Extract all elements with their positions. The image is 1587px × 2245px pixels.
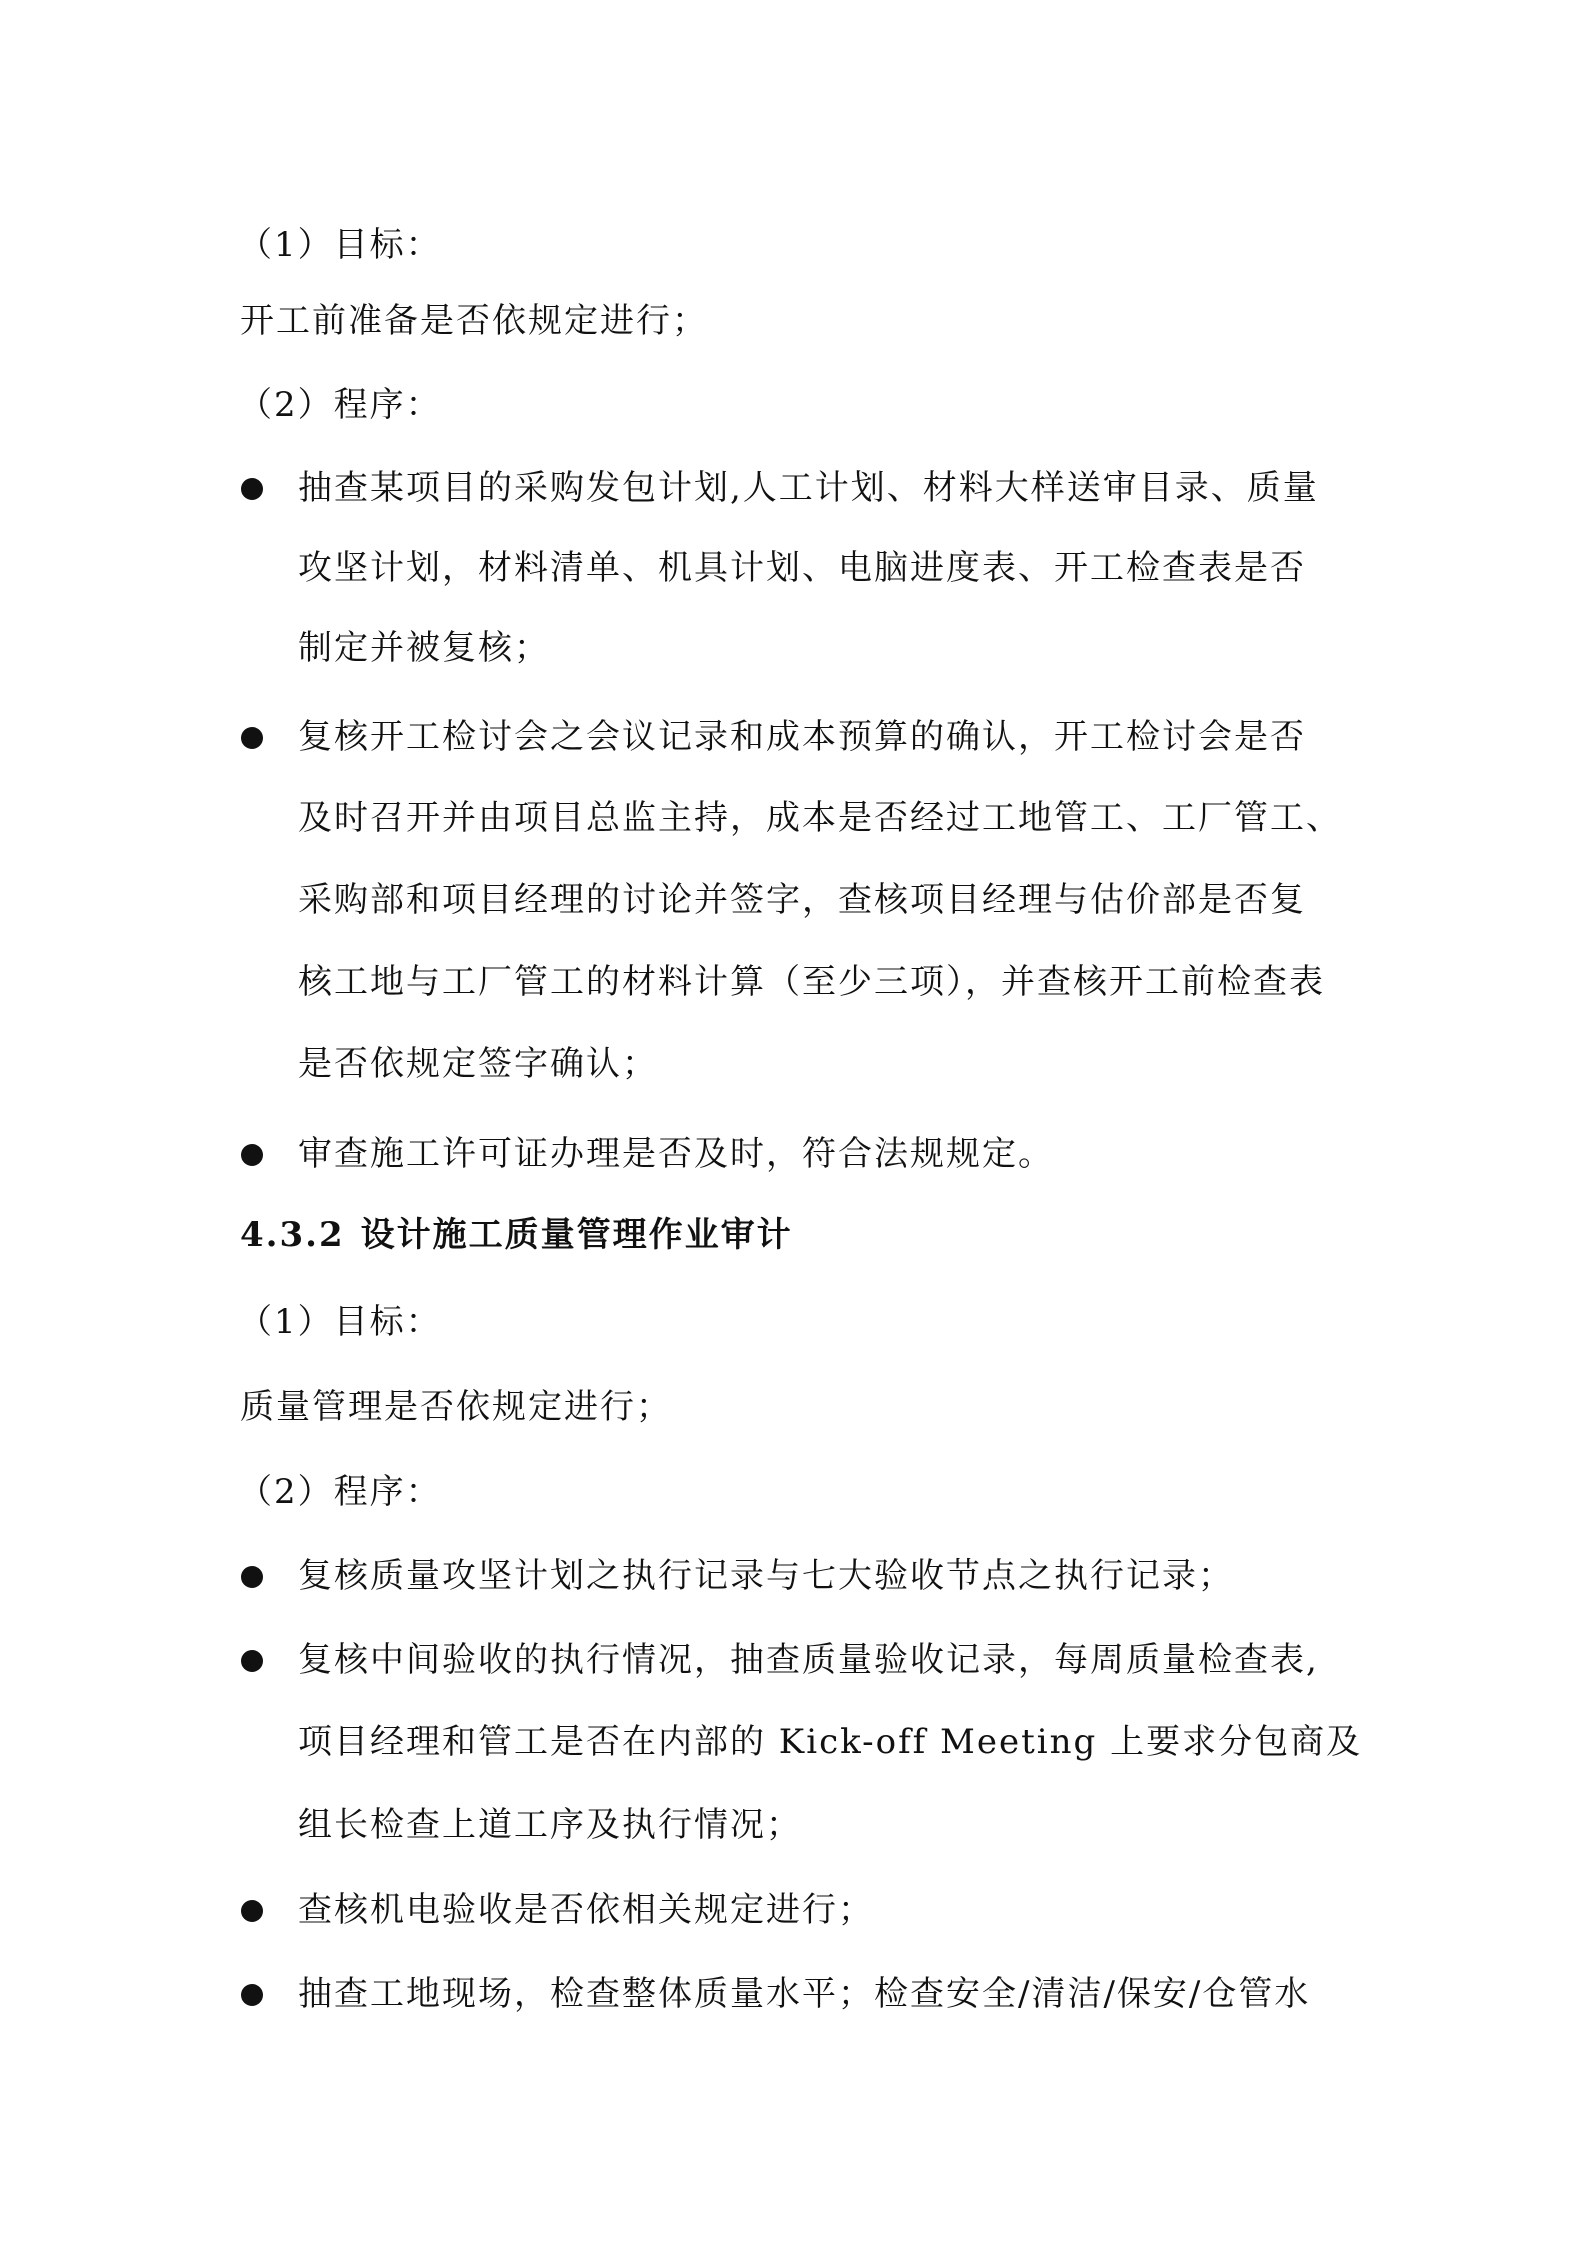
list-item-line: 审查施工许可证办理是否及时，符合法规规定。 xyxy=(298,1134,1054,1174)
goal-text: 开工前准备是否依规定进行； xyxy=(240,301,708,341)
bullet-icon xyxy=(241,1984,263,2006)
list-item-line: 及时召开并由项目总监主持，成本是否经过工地管工、工厂管工、 xyxy=(298,798,1342,838)
procedure-label: （2）程序： xyxy=(238,1472,442,1512)
bullet-icon xyxy=(241,1144,263,1166)
goal-label: （1）目标： xyxy=(238,225,442,265)
list-item-line: 项目经理和管工是否在内部的 Kick-off Meeting 上要求分包商及 xyxy=(298,1722,1363,1762)
goal-label: （1）目标： xyxy=(238,1302,442,1342)
list-item-line: 核工地与工厂管工的材料计算（至少三项），并查核开工前检查表 xyxy=(298,962,1325,1002)
list-item-line: 是否依规定签字确认； xyxy=(298,1044,658,1084)
list-item-line: 抽查某项目的采购发包计划,人工计划、材料大样送审目录、质量 xyxy=(298,468,1319,508)
list-item-line: 采购部和项目经理的讨论并签字，查核项目经理与估价部是否复 xyxy=(298,880,1306,920)
list-item-line: 制定并被复核； xyxy=(298,628,550,668)
list-item-line: 攻坚计划，材料清单、机具计划、电脑进度表、开工检查表是否 xyxy=(298,548,1306,588)
goal-text: 质量管理是否依规定进行； xyxy=(240,1387,672,1427)
list-item-line: 查核机电验收是否依相关规定进行； xyxy=(298,1890,874,1930)
list-item-line: 复核质量攻坚计划之执行记录与七大验收节点之执行记录； xyxy=(298,1556,1234,1596)
section-heading-number: 4.3.2 xyxy=(240,1215,345,1255)
section-heading-title: 设计施工质量管理作业审计 xyxy=(360,1215,793,1255)
procedure-label: （2）程序： xyxy=(238,385,442,425)
list-item-line: 组长检查上道工序及执行情况； xyxy=(298,1805,802,1845)
bullet-icon xyxy=(241,1900,263,1922)
list-item-line: 复核开工检讨会之会议记录和成本预算的确认，开工检讨会是否 xyxy=(298,717,1306,757)
bullet-icon xyxy=(241,1650,263,1672)
bullet-icon xyxy=(241,1566,263,1588)
list-item-line: 抽查工地现场，检查整体质量水平；检查安全/清洁/保安/仓管水 xyxy=(298,1974,1311,2014)
bullet-icon xyxy=(241,727,263,749)
section-heading xyxy=(240,1213,1367,1257)
bullet-icon xyxy=(241,478,263,500)
list-item-line: 复核中间验收的执行情况，抽查质量验收记录，每周质量检查表, xyxy=(298,1640,1319,1680)
